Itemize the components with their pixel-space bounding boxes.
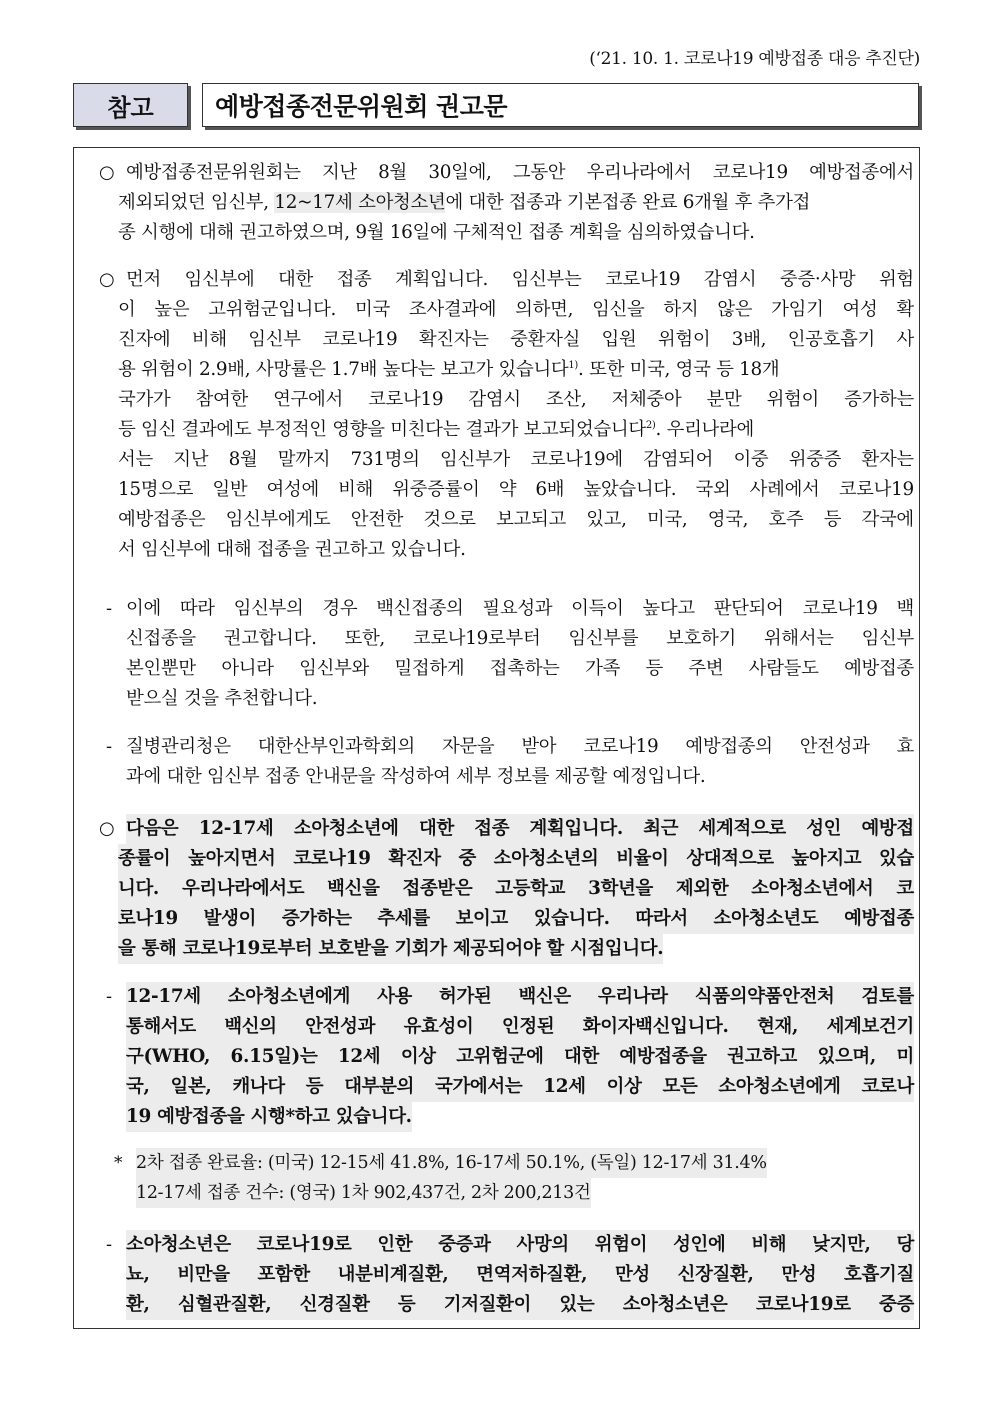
word: 세계보건기 xyxy=(826,1016,914,1037)
word: 코로나19 xyxy=(605,269,681,290)
word: 소아청소년에 xyxy=(293,818,399,839)
word: 모든 xyxy=(662,1076,698,1097)
bullet-marker: ○ xyxy=(99,269,115,290)
word: 소아청소년에게 xyxy=(227,986,351,1007)
word: 밀접하게 xyxy=(394,658,465,679)
word: 조사결과에 xyxy=(408,299,497,320)
text-line: 종 시행에 대해 권고하였으며, 9월 16일에 구체적인 접종 계획을 심의하였습니다. xyxy=(118,222,755,243)
word: 참여한 xyxy=(195,389,248,410)
word: 지난 xyxy=(321,162,357,183)
word: 입원 xyxy=(601,329,637,350)
word: 질병관리청은 xyxy=(126,736,231,757)
word: 비해 xyxy=(751,1234,787,1255)
text-line: 서 임신부에 대해 접종을 권고하고 있습니다. xyxy=(118,539,466,560)
word: 안전성과 xyxy=(305,1016,376,1037)
word: 우리나라에서 xyxy=(586,162,692,183)
dash-marker: - xyxy=(106,1234,113,1255)
word: 그동안 xyxy=(512,162,566,183)
word: 코로나19에 xyxy=(530,449,623,470)
word: 위험이 xyxy=(594,1234,648,1255)
word: 6.15일)는 xyxy=(230,1046,318,1067)
word: 백신의 xyxy=(224,1016,277,1037)
word: 영국, xyxy=(707,509,749,530)
word: 감염되어 xyxy=(643,449,714,470)
word: 자문을 xyxy=(441,736,495,757)
word: 감염시 xyxy=(703,269,757,290)
word: 대한 xyxy=(563,1046,599,1067)
word: 신접종을 xyxy=(126,628,196,649)
word: 대한산부인과학회의 xyxy=(257,736,415,757)
word: 접종 xyxy=(474,818,510,839)
reference-tag: 참고 xyxy=(73,83,188,127)
word: 코로나19 xyxy=(293,848,371,869)
word: 임신부를 xyxy=(568,628,639,649)
word: 미국 xyxy=(355,299,390,320)
word: 진자에 xyxy=(118,329,171,350)
word: 니다. xyxy=(118,878,160,899)
word: 권고하고 xyxy=(727,1046,798,1067)
word: 고위험군입니다. xyxy=(208,299,337,320)
word: 성인에 xyxy=(673,1234,726,1255)
word: 코로나 xyxy=(861,1076,914,1097)
word: 감염시 xyxy=(468,389,521,410)
text-line xyxy=(126,1230,914,1260)
word: 분만 xyxy=(706,389,742,410)
word: 보호하기 xyxy=(666,628,736,649)
word: 접종받은 xyxy=(402,878,473,899)
word: 중증 xyxy=(879,1294,914,1315)
word: 코로나19 xyxy=(712,162,788,183)
word: 예방접종 xyxy=(844,658,914,679)
document-title: 예방접종전문위원회 권고문 xyxy=(202,83,919,127)
word: 등 xyxy=(645,658,663,679)
word: 있는 xyxy=(559,1294,595,1315)
text-line: 받으실 것을 추천합니다. xyxy=(126,688,318,709)
word: 예방접종은 xyxy=(118,509,206,530)
word: 확 xyxy=(896,299,914,320)
word: 고위험군에 xyxy=(456,1046,544,1067)
word: 종률이 xyxy=(118,848,171,869)
text-line: 을 통해 코로나19로부터 보호받을 기회가 제공되어야 할 시점입니다. xyxy=(118,934,663,964)
word: 백신은 xyxy=(518,986,571,1007)
word: 제외한 xyxy=(675,878,729,899)
word: 신장질환, xyxy=(677,1264,754,1285)
word: 위험이 xyxy=(766,389,819,410)
word: 국가가 xyxy=(118,389,171,410)
word: 최근 xyxy=(643,818,679,839)
word: 호주 xyxy=(768,509,804,530)
word: 인정된 xyxy=(501,1016,555,1037)
bullet-marker: ○ xyxy=(99,162,115,183)
word: 이상 xyxy=(606,1076,642,1097)
text-line: 19 예방접종을 시행*하고 있습니다. xyxy=(126,1102,412,1132)
word: 증가하는 xyxy=(844,389,914,410)
word: 이 xyxy=(118,299,136,320)
word: 다음은 xyxy=(126,818,179,839)
word: 소아청소년에서 xyxy=(751,878,874,899)
footnote-ref: 1) xyxy=(568,359,579,371)
text-line xyxy=(126,1042,914,1072)
text-line xyxy=(118,355,914,385)
bullet-marker: ○ xyxy=(99,818,115,839)
word: 있습 xyxy=(879,848,914,869)
word: 코로나19 xyxy=(838,479,914,500)
word: 허가된 xyxy=(439,986,492,1007)
word: 코로나19로 xyxy=(256,1234,352,1255)
text-line xyxy=(126,732,914,762)
word: 대부분의 xyxy=(344,1076,415,1097)
word: 임신부에게도 xyxy=(225,509,331,530)
word: 만성 xyxy=(781,1264,817,1285)
word: 국가에서는 xyxy=(434,1076,523,1097)
word: 면역저하질환, xyxy=(476,1264,588,1285)
word: 따라 xyxy=(179,598,215,619)
word: 백 xyxy=(896,598,914,619)
text-line xyxy=(126,1012,914,1042)
word: 낮지만, xyxy=(812,1234,871,1255)
word: 뇨, xyxy=(126,1264,150,1285)
word: 임신부가 xyxy=(440,449,510,470)
word: 보이고 xyxy=(455,908,508,929)
word: 일본, xyxy=(170,1076,212,1097)
word: 임신부에 xyxy=(184,269,255,290)
text-line xyxy=(118,844,914,874)
word: 코로나19 xyxy=(583,736,659,757)
word: 높아지면서 xyxy=(188,848,276,869)
word: 높았습니다. xyxy=(583,479,677,500)
word: 현재, xyxy=(757,1016,799,1037)
word: 증가하는 xyxy=(281,908,352,929)
text-line xyxy=(126,654,914,684)
word: 사용 xyxy=(377,986,413,1007)
word: 성인 xyxy=(806,818,842,839)
word: 소아청소년은 xyxy=(622,1294,728,1315)
text-line xyxy=(126,594,914,624)
word: 비율이 xyxy=(616,848,669,869)
word: 확진자 xyxy=(388,848,441,869)
word: 사망의 xyxy=(516,1234,569,1255)
word: 우리나라에서도 xyxy=(181,878,305,899)
word: 보고되고 xyxy=(496,509,566,530)
text-line xyxy=(118,415,914,445)
word: 예방접종에서 xyxy=(809,162,914,183)
word: 캐나다 xyxy=(232,1076,285,1097)
word: 6배 xyxy=(535,479,565,500)
word: 소아청소년도 xyxy=(713,908,819,929)
text-line xyxy=(118,445,914,475)
word: 여성 xyxy=(842,299,878,320)
word: 계획입니다. xyxy=(395,269,488,290)
word: 심혈관질환, xyxy=(177,1294,272,1315)
word: 로나19 xyxy=(118,908,178,929)
word: 중증·사망 xyxy=(779,269,856,290)
word: 대한 xyxy=(278,269,313,290)
word: 상대적으로 xyxy=(686,848,774,869)
word: 통해서도 xyxy=(126,1016,196,1037)
word: 소아청소년은 xyxy=(126,1234,231,1255)
word: 안전성과 xyxy=(799,736,870,757)
text-segment: 제외되었던 임신부, xyxy=(118,192,275,213)
word: 중증과 xyxy=(438,1234,491,1255)
text-line xyxy=(118,475,914,505)
word: 위험 xyxy=(878,269,914,290)
word: 인한 xyxy=(377,1234,413,1255)
word: 위해서는 xyxy=(763,628,834,649)
word: 확진자는 xyxy=(418,329,489,350)
word: 8월 xyxy=(378,162,408,183)
word: 일반 xyxy=(212,479,248,500)
text-segment: 등 임신 결과에도 부정적인 영향을 미친다는 결과가 보고되었습니다 xyxy=(118,419,646,440)
text-line xyxy=(118,295,914,325)
text-line xyxy=(118,325,914,355)
text-segment: . 또한 미국, 영국 등 18개 xyxy=(578,359,780,380)
content-box xyxy=(73,147,920,1329)
word: 예방접 xyxy=(861,818,914,839)
word: 등 xyxy=(305,1076,324,1097)
word: 포함한 xyxy=(257,1264,310,1285)
word: 아니라 xyxy=(221,658,274,679)
word: 30일에, xyxy=(428,162,492,183)
word: 12세 xyxy=(543,1076,586,1097)
text-segment: . 우리나라에 xyxy=(655,419,754,440)
word: 등 xyxy=(397,1294,416,1315)
text-line xyxy=(118,505,914,535)
word: 각국에 xyxy=(861,509,914,530)
dash-marker: - xyxy=(106,736,113,757)
text-segment: 에 대한 접종과 기본접종 완료 6개월 후 추가접 xyxy=(445,192,811,213)
text-line xyxy=(126,158,914,188)
word: 화이자백신입니다. xyxy=(582,1016,729,1037)
text-line xyxy=(126,1072,914,1102)
word: 서는 xyxy=(118,449,153,470)
word: 예방접종의 xyxy=(685,736,773,757)
word: 예방접종 xyxy=(844,908,914,929)
text-line xyxy=(126,624,914,654)
word: 있으며, xyxy=(817,1046,876,1067)
word: 코로나19 xyxy=(322,329,398,350)
word: 연구에서 xyxy=(273,389,343,410)
word: 임신부 xyxy=(861,628,914,649)
word: 비해 xyxy=(338,479,374,500)
word: 15명으로 xyxy=(118,479,194,500)
word: 국, xyxy=(126,1076,150,1097)
word: 높아지고 xyxy=(791,848,862,869)
word: 12세 xyxy=(337,1046,381,1067)
word: 코로나19 xyxy=(368,389,444,410)
word: 따라서 xyxy=(635,908,688,929)
word: 하지 xyxy=(663,299,699,320)
word: 저체중아 xyxy=(611,389,682,410)
word: 등 xyxy=(823,509,842,530)
word: 코로나19로부터 xyxy=(412,628,541,649)
word: 호흡기질 xyxy=(844,1264,914,1285)
word: 8월 xyxy=(228,449,258,470)
word: 높은 xyxy=(154,299,190,320)
word: 않은 xyxy=(717,299,753,320)
text-line xyxy=(126,982,914,1012)
word: 높다고 xyxy=(642,598,695,619)
word: 12-17세 xyxy=(126,986,201,1007)
word: 고등학교 xyxy=(495,878,566,899)
word: 백신접종의 xyxy=(376,598,464,619)
word: 12-17세 xyxy=(198,818,274,839)
word: 3배, xyxy=(731,329,767,350)
source-note: (‘21. 10. 1. 코로나19 예방접종 대응 추진단) xyxy=(589,49,920,69)
word: 비해 xyxy=(191,329,227,350)
word: 신경질환 xyxy=(299,1294,370,1315)
text-line: 과에 대한 임신부 접종 안내문을 작성하여 세부 정보를 제공할 예정입니다. xyxy=(126,766,706,787)
word: 코로나19 xyxy=(802,598,878,619)
word: 받아 xyxy=(521,736,557,757)
word: 계획입니다. xyxy=(529,818,623,839)
word: 판단되어 xyxy=(713,598,784,619)
word: 백신을 xyxy=(327,878,380,899)
word: 구(WHO, xyxy=(126,1046,211,1067)
word: 사람들도 xyxy=(748,658,819,679)
word: 환자는 xyxy=(861,449,914,470)
word: 접종 xyxy=(336,269,372,290)
word: 필요성과 xyxy=(482,598,553,619)
word: 중환자실 xyxy=(510,329,581,350)
word: 우리나라 xyxy=(597,986,668,1007)
word: 본인뿐만 xyxy=(126,658,196,679)
word: 이에 xyxy=(126,598,161,619)
word: 효 xyxy=(896,736,914,757)
word: 약 xyxy=(498,479,517,500)
asterisk-marker: * xyxy=(114,1153,123,1173)
word: 중 xyxy=(458,848,476,869)
text-line xyxy=(118,188,914,218)
word: 이득이 xyxy=(571,598,624,619)
dash-marker: - xyxy=(106,598,113,619)
word: 가임기 xyxy=(771,299,824,320)
word: 만성 xyxy=(614,1264,650,1285)
word: 지난 xyxy=(173,449,209,470)
text-line xyxy=(118,904,914,934)
word: 경우 xyxy=(322,598,358,619)
word: 발생이 xyxy=(203,908,257,929)
word: 환, xyxy=(126,1294,150,1315)
word: 있습니다. xyxy=(533,908,610,929)
word: 이중 xyxy=(733,449,769,470)
word: 말까지 xyxy=(277,449,331,470)
word: 임신부는 xyxy=(511,269,582,290)
word: 검토를 xyxy=(861,986,914,1007)
word: 위중증률이 xyxy=(392,479,480,500)
text-line xyxy=(118,874,914,904)
word: 유효성이 xyxy=(403,1016,474,1037)
word: 것으로 xyxy=(423,509,476,530)
text-line xyxy=(126,1290,914,1320)
word: 주변 xyxy=(688,658,724,679)
word: 조산, xyxy=(545,389,587,410)
word: 가족 xyxy=(585,658,621,679)
word: 임신을 xyxy=(592,299,645,320)
word: 소아청소년에게 xyxy=(718,1076,841,1097)
word: 안전한 xyxy=(350,509,404,530)
word: 731명의 xyxy=(350,449,420,470)
word: 추세를 xyxy=(377,908,430,929)
word: 예방접종을 xyxy=(619,1046,707,1067)
word: 여성에 xyxy=(266,479,319,500)
word: 인공호흡기 xyxy=(787,329,876,350)
word: 코 xyxy=(896,878,914,899)
word: 임신부의 xyxy=(233,598,304,619)
word: 식품의약품안전처 xyxy=(694,986,835,1007)
word: 미국, xyxy=(646,509,688,530)
word: 소아청소년의 xyxy=(493,848,599,869)
text-line xyxy=(126,265,914,295)
word: 국외 xyxy=(695,479,731,500)
word: 미 xyxy=(896,1046,914,1067)
word: 있고, xyxy=(586,509,627,530)
highlighted-phrase: 12~17세 소아청소년 xyxy=(274,192,446,213)
word: 당 xyxy=(896,1234,914,1255)
word: 내분비계질환, xyxy=(337,1264,449,1285)
word: 사 xyxy=(896,329,914,350)
text-line: 2차 접종 완료율: (미국) 12-15세 41.8%, 16-17세 50.1%, (독일) 12-17세 31.4% xyxy=(136,1148,767,1178)
text-line: 12-17세 접종 건수: (영국) 1차 902,437건, 2차 200,213건 xyxy=(136,1178,591,1208)
footnote-ref: 2) xyxy=(645,419,656,431)
word: 예방접종전문위원회는 xyxy=(126,162,301,183)
text-line xyxy=(118,385,914,415)
word: 또한, xyxy=(344,628,385,649)
word: 대한 xyxy=(418,818,454,839)
word: 의하면, xyxy=(515,299,574,320)
word: 3학년을 xyxy=(588,878,653,899)
word: 세계적으로 xyxy=(698,818,786,839)
word: 코로나19로 xyxy=(755,1294,851,1315)
word: 비만을 xyxy=(177,1264,230,1285)
word: 위중증 xyxy=(788,449,842,470)
word: 권고합니다. xyxy=(223,628,317,649)
text-segment: 용 위험이 2.9배, 사망률은 1.7배 높다는 보고가 있습니다 xyxy=(118,359,569,380)
dash-marker: - xyxy=(106,986,113,1007)
word: 이상 xyxy=(400,1046,436,1067)
word: 위험이 xyxy=(657,329,711,350)
word: 임신부 xyxy=(248,329,301,350)
word: 접촉하는 xyxy=(489,658,560,679)
word: 임신부와 xyxy=(299,658,370,679)
word: 먼저 xyxy=(126,269,161,290)
word: 기저질환이 xyxy=(443,1294,532,1315)
text-line xyxy=(126,1260,914,1290)
word: 사례에서 xyxy=(749,479,820,500)
text-line xyxy=(126,814,914,844)
